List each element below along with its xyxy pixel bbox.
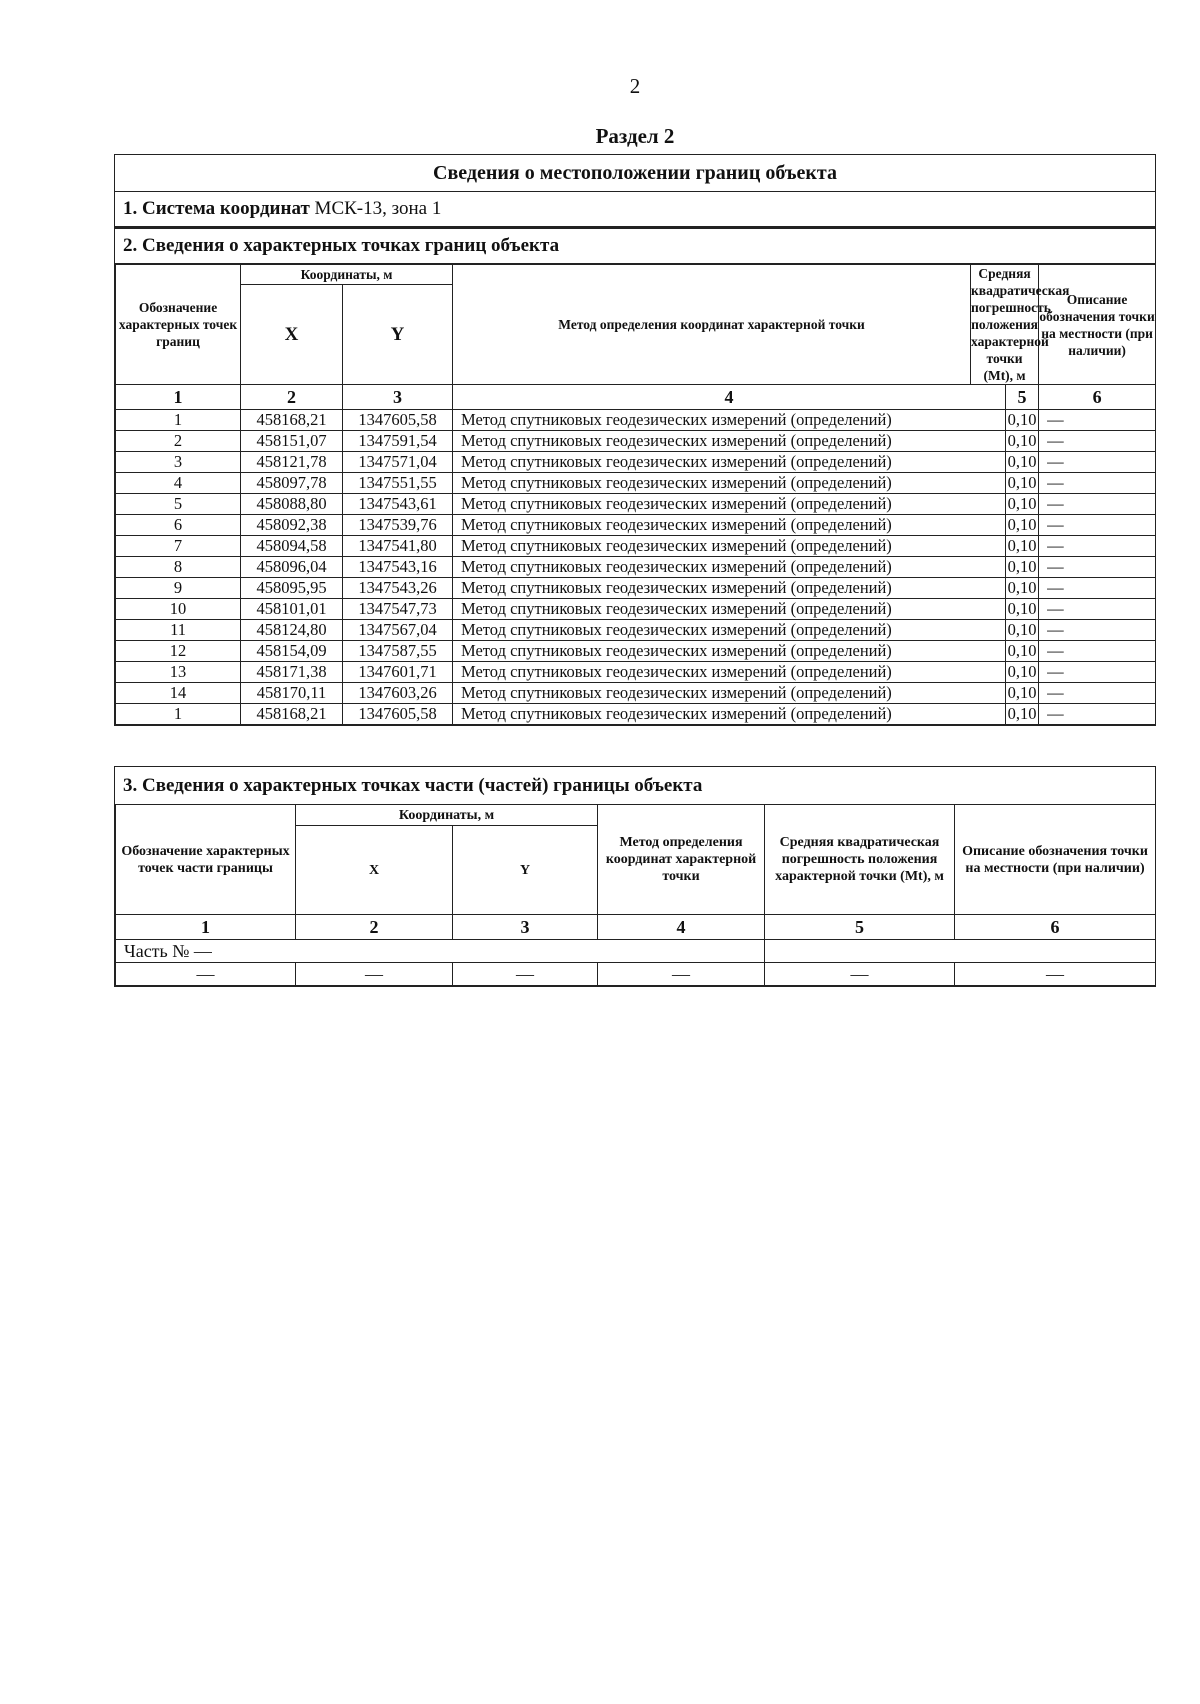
header-y: Y	[453, 826, 598, 915]
table-row	[116, 494, 1156, 515]
y-cell: 1347551,55	[343, 473, 453, 494]
point-number-cell: 11	[116, 620, 241, 641]
point-number-cell: 6	[116, 515, 241, 536]
col-num: 1	[116, 385, 241, 410]
table-row	[116, 410, 1156, 431]
method-cell: Метод спутниковых геодезических измерений (определений)	[453, 410, 1006, 431]
description-cell: —	[1039, 410, 1156, 431]
x-cell: 458121,78	[241, 452, 343, 473]
part-empty-cell	[765, 940, 1156, 963]
header-point: Обозначение характерных точек части границы	[116, 805, 296, 915]
description-cell: —	[1039, 473, 1156, 494]
description-cell: —	[1039, 536, 1156, 557]
point-number-cell: 10	[116, 599, 241, 620]
point-number-cell: 8	[116, 557, 241, 578]
table-row	[116, 536, 1156, 557]
method-cell: Метод спутниковых геодезических измерений (определений)	[453, 599, 1006, 620]
y-cell: 1347591,54	[343, 431, 453, 452]
col-num: 5	[1006, 385, 1039, 410]
x-cell: 458097,78	[241, 473, 343, 494]
boundary-points-table	[115, 264, 1156, 725]
col-num: 4	[598, 915, 765, 940]
table-row	[116, 662, 1156, 683]
y-cell: 1347587,55	[343, 641, 453, 662]
description-cell: —	[1039, 662, 1156, 683]
col-num: 4	[453, 385, 1006, 410]
table-row	[116, 704, 1156, 725]
y-cell: 1347601,71	[343, 662, 453, 683]
dash-cell: —	[765, 963, 955, 986]
method-cell: Метод спутниковых геодезических измерений (определений)	[453, 536, 1006, 557]
point-number-cell: 12	[116, 641, 241, 662]
y-cell: 1347547,73	[343, 599, 453, 620]
error-cell: 0,10	[1006, 704, 1039, 725]
part-points-table	[115, 804, 1156, 986]
x-cell: 458168,21	[241, 704, 343, 725]
dash-cell: —	[296, 963, 453, 986]
column-number-row	[116, 385, 1156, 410]
part-label: Часть № —	[116, 940, 765, 963]
x-cell: 458096,04	[241, 557, 343, 578]
description-cell: —	[1039, 599, 1156, 620]
block-header: Сведения о местоположении границ объекта	[115, 155, 1155, 192]
dash-row	[116, 963, 1156, 986]
y-cell: 1347605,58	[343, 410, 453, 431]
description-cell: —	[1039, 578, 1156, 599]
col-num: 6	[955, 915, 1156, 940]
error-cell: 0,10	[1006, 410, 1039, 431]
description-cell: —	[1039, 557, 1156, 578]
col-num: 3	[343, 385, 453, 410]
description-cell: —	[1039, 641, 1156, 662]
col-num: 2	[241, 385, 343, 410]
method-cell: Метод спутниковых геодезических измерений (определений)	[453, 641, 1006, 662]
col-num: 1	[116, 915, 296, 940]
point-number-cell: 4	[116, 473, 241, 494]
point-number-cell: 9	[116, 578, 241, 599]
error-cell: 0,10	[1006, 494, 1039, 515]
method-cell: Метод спутниковых геодезических измерений (определений)	[453, 515, 1006, 536]
point-number-cell: 13	[116, 662, 241, 683]
col-num: 3	[453, 915, 598, 940]
x-cell: 458101,01	[241, 599, 343, 620]
description-cell: —	[1039, 515, 1156, 536]
y-cell: 1347603,26	[343, 683, 453, 704]
col-num: 5	[765, 915, 955, 940]
method-cell: Метод спутниковых геодезических измерений (определений)	[453, 578, 1006, 599]
x-cell: 458094,58	[241, 536, 343, 557]
header-method: Метод определения координат характерной точки	[453, 265, 971, 385]
col-num: 6	[1039, 385, 1156, 410]
page-number: 2	[629, 74, 641, 98]
method-cell: Метод спутниковых геодезических измерений (определений)	[453, 473, 1006, 494]
part-row	[116, 940, 1156, 963]
header-error: Средняя квадратическая погрешность положения характерной точки (Mt), м	[765, 805, 955, 915]
table-row	[116, 557, 1156, 578]
point-number-cell: 1	[116, 410, 241, 431]
column-number-row	[116, 915, 1156, 940]
table-row	[116, 620, 1156, 641]
x-cell: 458170,11	[241, 683, 343, 704]
part-boundary-block	[114, 766, 1156, 987]
y-cell: 1347571,04	[343, 452, 453, 473]
table-row	[116, 641, 1156, 662]
header-x: X	[241, 285, 343, 385]
point-number-cell: 14	[116, 683, 241, 704]
method-cell: Метод спутниковых геодезических измерений (определений)	[453, 494, 1006, 515]
header-y: Y	[343, 285, 453, 385]
x-cell: 458154,09	[241, 641, 343, 662]
y-cell: 1347567,04	[343, 620, 453, 641]
x-cell: 458151,07	[241, 431, 343, 452]
y-cell: 1347541,80	[343, 536, 453, 557]
y-cell: 1347543,16	[343, 557, 453, 578]
error-cell: 0,10	[1006, 599, 1039, 620]
error-cell: 0,10	[1006, 620, 1039, 641]
x-cell: 458171,38	[241, 662, 343, 683]
subsection-2-title: 2. Сведения о характерных точках границ объекта	[115, 227, 1155, 264]
table-row	[116, 452, 1156, 473]
y-cell: 1347543,26	[343, 578, 453, 599]
description-cell: —	[1039, 704, 1156, 725]
subsection-3-title: 3. Сведения о характерных точках части (частей) границы объекта	[123, 775, 703, 796]
dash-cell: —	[955, 963, 1156, 986]
x-cell: 458124,80	[241, 620, 343, 641]
description-cell: —	[1039, 494, 1156, 515]
header-coords: Координаты, м	[241, 265, 453, 285]
error-cell: 0,10	[1006, 431, 1039, 452]
point-number-cell: 7	[116, 536, 241, 557]
table-row	[116, 578, 1156, 599]
table-row	[116, 683, 1156, 704]
description-cell: —	[1039, 620, 1156, 641]
x-cell: 458168,21	[241, 410, 343, 431]
table-row	[116, 473, 1156, 494]
point-number-cell: 2	[116, 431, 241, 452]
header-x: X	[296, 826, 453, 915]
method-cell: Метод спутниковых геодезических измерений (определений)	[453, 662, 1006, 683]
y-cell: 1347605,58	[343, 704, 453, 725]
description-cell: —	[1039, 683, 1156, 704]
point-number-cell: 1	[116, 704, 241, 725]
error-cell: 0,10	[1006, 662, 1039, 683]
coord-system-label: 1. Система координат	[123, 198, 310, 219]
method-cell: Метод спутниковых геодезических измерений (определений)	[453, 620, 1006, 641]
method-cell: Метод спутниковых геодезических измерений (определений)	[453, 452, 1006, 473]
dash-cell: —	[453, 963, 598, 986]
error-cell: 0,10	[1006, 683, 1039, 704]
header-error: Средняя квадратическая погрешность положения характерной точки (Mt), м	[971, 266, 1070, 383]
table-row	[116, 599, 1156, 620]
y-cell: 1347543,61	[343, 494, 453, 515]
point-number-cell: 5	[116, 494, 241, 515]
header-point: Обозначение характерных точек границ	[116, 265, 241, 385]
coordinate-system-line	[115, 192, 1155, 227]
method-cell: Метод спутниковых геодезических измерений (определений)	[453, 557, 1006, 578]
description-cell: —	[1039, 431, 1156, 452]
boundary-info-block	[114, 154, 1156, 726]
header-method: Метод определения координат характерной точки	[598, 805, 765, 915]
error-cell: 0,10	[1006, 473, 1039, 494]
method-cell: Метод спутниковых геодезических измерений (определений)	[453, 704, 1006, 725]
header-coords: Координаты, м	[296, 805, 598, 826]
header-description: Описание обозначения точки на местности (при наличии)	[1039, 265, 1156, 385]
error-cell: 0,10	[1006, 557, 1039, 578]
error-cell: 0,10	[1006, 578, 1039, 599]
x-cell: 458092,38	[241, 515, 343, 536]
point-number-cell: 3	[116, 452, 241, 473]
method-cell: Метод спутниковых геодезических измерений (определений)	[453, 431, 1006, 452]
table-row	[116, 515, 1156, 536]
table-row	[116, 431, 1156, 452]
x-cell: 458088,80	[241, 494, 343, 515]
error-cell: 0,10	[1006, 515, 1039, 536]
x-cell: 458095,95	[241, 578, 343, 599]
y-cell: 1347539,76	[343, 515, 453, 536]
description-cell: —	[1039, 452, 1156, 473]
error-cell: 0,10	[1006, 452, 1039, 473]
dash-cell: —	[116, 963, 296, 986]
error-cell: 0,10	[1006, 641, 1039, 662]
col-num: 2	[296, 915, 453, 940]
method-cell: Метод спутниковых геодезических измерений (определений)	[453, 683, 1006, 704]
section-title: Раздел 2	[595, 124, 675, 148]
coord-system-value: МСК-13, зона 1	[314, 198, 442, 219]
error-cell: 0,10	[1006, 536, 1039, 557]
header-description: Описание обозначения точки на местности (при наличии)	[955, 805, 1156, 915]
dash-cell: —	[598, 963, 765, 986]
